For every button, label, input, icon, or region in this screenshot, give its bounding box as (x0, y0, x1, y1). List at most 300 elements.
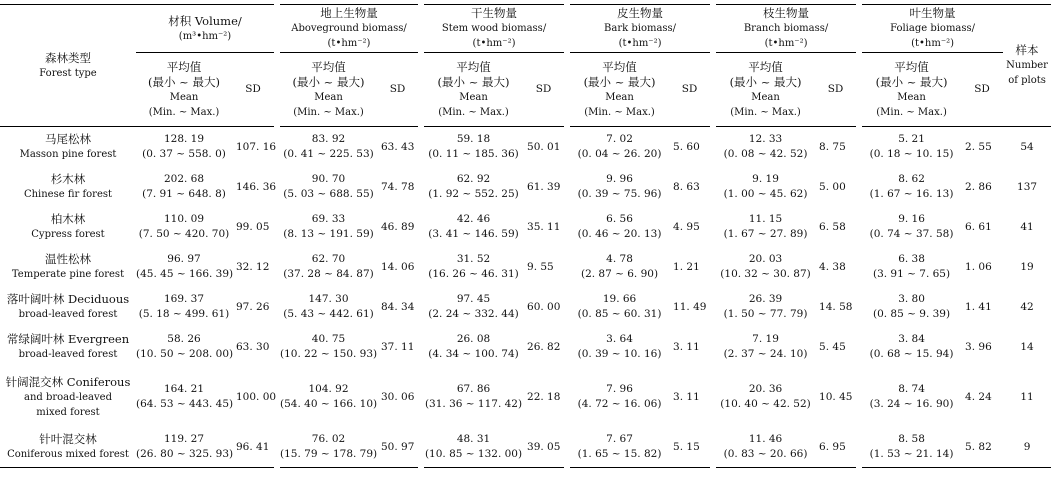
mean-range-cell (136, 327, 232, 367)
range-value: (1. 67 ~ 27. 89) (723, 228, 808, 240)
mean-value: 69. 33 (311, 213, 346, 225)
mean-range-cell (277, 367, 377, 427)
biomass-table (0, 4, 1051, 468)
mean-range-cell (421, 287, 523, 327)
mean-header-cn2: (最小 ~ 最大) (148, 74, 220, 89)
sd-value: 63. 30 (236, 340, 270, 353)
mean-range-header (136, 53, 232, 127)
range-value: (54. 40 ~ 166. 10) (280, 398, 378, 410)
sd-header: SD (377, 53, 421, 127)
forest-type-en: Cypress forest (31, 229, 105, 240)
range-value: (0. 85 ~ 9. 39) (872, 308, 951, 320)
plots-header-en1: Number (1006, 60, 1048, 71)
forest-type-cn: 柏木林 (50, 212, 86, 226)
mean-value: 62. 92 (456, 173, 491, 185)
plots-value: 42 (1020, 300, 1034, 313)
mean-range-cell (421, 167, 523, 207)
sd-value: 61. 39 (527, 180, 561, 193)
mean-header-cn2: (最小 ~ 最大) (437, 74, 510, 89)
header-sub-row (0, 53, 1051, 127)
mean-value: 90. 70 (311, 173, 346, 185)
plots-value: 19 (1020, 260, 1034, 273)
range-value: (8. 13 ~ 191. 59) (283, 228, 374, 240)
mean-header-cn1: 平均值 (311, 59, 346, 74)
mean-header-cn2: (最小 ~ 最大) (875, 74, 948, 89)
range-value: (10. 22 ~ 150. 93) (280, 348, 378, 360)
range-value: (37. 28 ~ 84. 87) (283, 268, 374, 280)
sd-value: 3. 11 (673, 340, 700, 353)
sd-value: 32. 12 (236, 260, 270, 273)
mean-value: 7. 96 (606, 383, 633, 395)
range-value: (5. 43 ~ 442. 61) (283, 308, 374, 320)
mean-range-cell (136, 127, 232, 168)
foliage-header-en: Foliage biomass/ (890, 23, 976, 34)
mean-range-header (421, 53, 523, 127)
mean-value: 59. 18 (456, 133, 491, 145)
mean-value: 7. 02 (606, 133, 633, 145)
mean-header-en2: (Min. ~ Max.) (584, 106, 655, 118)
table-row (0, 327, 1051, 367)
sd-value: 5. 45 (819, 340, 846, 353)
stem-header-cn: 干生物量 (471, 6, 518, 20)
mean-header-en1: Mean (751, 91, 780, 103)
sd-value: 50. 97 (381, 440, 415, 453)
sd-value: 22. 18 (527, 390, 561, 403)
forest-type-header (0, 5, 136, 127)
sd-value: 30. 06 (381, 390, 415, 403)
sd-value: 6. 95 (819, 440, 846, 453)
mean-value: 12. 33 (748, 133, 783, 145)
forest-type-header-cn: 森林类型 (45, 50, 91, 65)
forest-type-header-en: Forest type (39, 67, 97, 79)
plots-value: 11 (1020, 390, 1034, 403)
sd-value: 35. 11 (527, 220, 561, 233)
mean-range-cell (859, 207, 961, 247)
range-value: (4. 72 ~ 16. 06) (577, 398, 662, 410)
sd-value: 99. 05 (236, 220, 270, 233)
foliage-header-cn: 叶生物量 (909, 6, 956, 20)
mean-range-cell (859, 247, 961, 287)
mean-range-cell (136, 207, 232, 247)
sd-value: 100. 00 (236, 390, 277, 403)
forest-type-en: broad-leaved forest (18, 349, 118, 360)
range-value: (7. 50 ~ 420. 70) (138, 228, 230, 240)
bark-header-en: Bark biomass/ (604, 23, 677, 34)
table-row (0, 367, 1051, 427)
range-value: (5. 18 ~ 499. 61) (138, 308, 230, 320)
range-value: (3. 24 ~ 16. 90) (869, 398, 954, 410)
mean-header-en1: Mean (897, 91, 926, 103)
mean-range-cell (136, 367, 232, 427)
table-row (0, 247, 1051, 287)
sd-value: 50. 01 (527, 140, 561, 153)
mean-value: 169. 37 (163, 293, 205, 305)
mean-value: 83. 92 (311, 133, 346, 145)
forest-type-cn: 常绿阔叶林 Evergreen (6, 332, 130, 346)
mean-value: 26. 39 (748, 293, 783, 305)
mean-value: 6. 38 (898, 253, 925, 265)
mean-value: 48. 31 (456, 433, 491, 445)
mean-header-cn1: 平均值 (894, 59, 929, 74)
mean-header-cn1: 平均值 (748, 59, 783, 74)
foliage-header-unit: (t•hm⁻²) (911, 38, 955, 49)
range-value: (1. 67 ~ 16. 13) (869, 188, 954, 200)
sd-value: 10. 45 (819, 390, 853, 403)
mean-range-cell (859, 427, 961, 468)
sd-value: 2. 55 (965, 140, 992, 153)
sd-value: 1. 06 (965, 260, 992, 273)
mean-range-cell (713, 367, 815, 427)
mean-range-cell (859, 287, 961, 327)
mean-range-cell (277, 287, 377, 327)
range-value: (1. 00 ~ 45. 62) (723, 188, 808, 200)
plots-value: 137 (1017, 180, 1038, 193)
range-value: (0. 39 ~ 10. 16) (577, 348, 662, 360)
sd-value: 26. 82 (527, 340, 561, 353)
sd-value: 4. 38 (819, 260, 846, 273)
mean-header-cn1: 平均值 (602, 59, 637, 74)
aboveground-header (277, 5, 421, 53)
branch-header (713, 5, 859, 53)
mean-value: 20. 36 (748, 383, 783, 395)
range-value: (10. 32 ~ 30. 87) (720, 268, 811, 280)
range-value: (1. 92 ~ 552. 25) (428, 188, 519, 200)
sd-value: 63. 43 (381, 140, 415, 153)
mean-header-cn2: (最小 ~ 最大) (583, 74, 656, 89)
mean-range-cell (713, 127, 815, 168)
mean-range-cell (567, 427, 669, 468)
mean-range-cell (713, 327, 815, 367)
aboveground-header-cn: 地上生物量 (320, 6, 378, 20)
forest-type-en: Coniferous mixed forest (7, 449, 129, 460)
sd-value: 8. 63 (673, 180, 700, 193)
range-value: (0. 37 ~ 558. 0) (142, 148, 226, 160)
sd-value: 5. 60 (673, 140, 700, 153)
sd-value: 8. 75 (819, 140, 846, 153)
branch-header-cn: 枝生物量 (763, 6, 810, 20)
mean-value: 31. 52 (456, 253, 491, 265)
mean-value: 76. 02 (311, 433, 346, 445)
sd-value: 5. 00 (819, 180, 846, 193)
mean-value: 9. 19 (752, 173, 779, 185)
forest-type-en: Masson pine forest (19, 149, 117, 160)
plots-value: 54 (1020, 140, 1034, 153)
mean-value: 7. 19 (752, 333, 779, 345)
mean-range-cell (567, 167, 669, 207)
sd-value: 4. 95 (673, 220, 700, 233)
sd-value: 5. 15 (673, 440, 700, 453)
range-value: (2. 37 ~ 24. 10) (723, 348, 808, 360)
mean-header-cn1: 平均值 (456, 59, 491, 74)
mean-range-cell (277, 167, 377, 207)
mean-range-cell (277, 247, 377, 287)
table-body (0, 127, 1051, 468)
range-value: (45. 45 ~ 166. 39) (136, 268, 234, 280)
mean-range-cell (421, 207, 523, 247)
mean-value: 147. 30 (308, 293, 349, 305)
sd-value: 9. 55 (527, 260, 554, 273)
range-value: (0. 68 ~ 15. 94) (869, 348, 954, 360)
sd-value: 11. 49 (673, 300, 707, 313)
mean-range-cell (713, 167, 815, 207)
mean-range-cell (859, 367, 961, 427)
sd-value: 6. 61 (965, 220, 992, 233)
mean-header-en1: Mean (314, 91, 343, 103)
plots-header (1003, 5, 1051, 127)
mean-value: 104. 92 (308, 383, 349, 395)
mean-range-cell (567, 207, 669, 247)
sd-value: 60. 00 (527, 300, 561, 313)
mean-header-en2: (Min. ~ Max.) (730, 106, 801, 118)
forest-type-cell (0, 427, 136, 468)
mean-value: 96. 97 (167, 253, 201, 265)
forest-type-en: Chinese fir forest (23, 189, 113, 200)
mean-value: 58. 26 (167, 333, 201, 345)
sd-header: SD (669, 53, 713, 127)
mean-value: 128. 19 (163, 133, 205, 145)
forest-type-cell (0, 287, 136, 327)
range-value: (31. 36 ~ 117. 42) (424, 398, 523, 410)
sd-value: 97. 26 (236, 300, 270, 313)
mean-value: 8. 58 (898, 433, 925, 445)
range-value: (5. 03 ~ 688. 55) (283, 188, 374, 200)
volume-header-label: 材积 Volume/ (168, 13, 242, 28)
mean-header-en1: Mean (605, 91, 634, 103)
mean-range-cell (277, 127, 377, 168)
forest-type-cn: 杉木林 (50, 172, 86, 186)
mean-range-cell (567, 367, 669, 427)
foliage-header (859, 5, 1003, 53)
bark-header (567, 5, 713, 53)
mean-value: 5. 21 (898, 133, 925, 145)
mean-range-cell (136, 247, 232, 287)
range-value: (3. 91 ~ 7. 65) (872, 268, 951, 280)
range-value: (4. 34 ~ 100. 74) (428, 348, 519, 360)
aboveground-header-en: Aboveground biomass/ (291, 23, 407, 34)
mean-value: 7. 67 (606, 433, 633, 445)
mean-value: 119. 27 (163, 433, 205, 445)
table-row (0, 207, 1051, 247)
volume-header (136, 5, 277, 53)
mean-value: 3. 84 (898, 333, 925, 345)
volume-header-unit: (m³•hm⁻²) (178, 30, 232, 42)
forest-type-cell (0, 327, 136, 367)
bark-header-cn: 皮生物量 (617, 6, 664, 20)
mean-value: 164. 21 (163, 383, 205, 395)
sd-value: 107. 16 (236, 140, 277, 153)
mean-header-en2: (Min. ~ Max.) (438, 106, 509, 118)
sd-value: 14. 06 (381, 260, 415, 273)
table-container (0, 4, 1051, 468)
range-value: (15. 79 ~ 178. 79) (280, 448, 378, 460)
range-value: (10. 50 ~ 208. 00) (136, 348, 234, 360)
range-value: (26. 80 ~ 325. 93) (136, 448, 234, 460)
mean-range-cell (421, 327, 523, 367)
range-value: (2. 24 ~ 332. 44) (428, 308, 519, 320)
mean-range-cell (277, 327, 377, 367)
mean-range-cell (136, 167, 232, 207)
mean-value: 62. 70 (311, 253, 346, 265)
mean-header-en2: (Min. ~ Max.) (293, 106, 364, 118)
mean-range-cell (713, 247, 815, 287)
forest-type-cell (0, 247, 136, 287)
forest-type-cell (0, 367, 136, 427)
mean-range-cell (713, 287, 815, 327)
mean-range-header (859, 53, 961, 127)
range-value: (0. 85 ~ 60. 31) (577, 308, 662, 320)
range-value: (0. 18 ~ 10. 15) (869, 148, 954, 160)
mean-value: 42. 46 (456, 213, 491, 225)
mean-value: 4. 78 (606, 253, 633, 265)
sd-value: 37. 11 (381, 340, 415, 353)
stem-header-unit: (t•hm⁻²) (472, 38, 516, 49)
forest-type-cell (0, 127, 136, 168)
sd-value: 74. 78 (381, 180, 415, 193)
mean-range-cell (277, 207, 377, 247)
range-value: (0. 46 ~ 20. 13) (577, 228, 662, 240)
table-row (0, 127, 1051, 168)
sd-value: 3. 96 (965, 340, 992, 353)
mean-value: 8. 74 (898, 383, 925, 395)
mean-value: 110. 09 (163, 213, 205, 225)
sd-value: 84. 34 (381, 300, 415, 313)
stem-header-en: Stem wood biomass/ (441, 23, 547, 34)
range-value: (10. 40 ~ 42. 52) (720, 398, 811, 410)
mean-header-en1: Mean (169, 91, 199, 103)
mean-range-cell (567, 287, 669, 327)
mean-header-cn1: 平均值 (166, 59, 202, 74)
range-value: (0. 04 ~ 26. 20) (577, 148, 662, 160)
forest-type-cn: 针叶混交林 (39, 432, 97, 446)
mean-value: 6. 56 (606, 213, 633, 225)
plots-value: 41 (1020, 220, 1034, 233)
sd-value: 96. 41 (236, 440, 270, 453)
mean-header-en2: (Min. ~ Max.) (148, 106, 220, 118)
range-value: (1. 50 ~ 77. 79) (723, 308, 808, 320)
forest-type-cn: 针阔混交林 Coniferous (5, 374, 131, 389)
mean-value: 3. 80 (898, 293, 925, 305)
range-value: (2. 87 ~ 6. 90) (580, 268, 659, 280)
mean-range-cell (859, 327, 961, 367)
sd-value: 4. 24 (965, 390, 992, 403)
header-group-row (0, 5, 1051, 53)
plots-header-en2: of plots (1008, 75, 1046, 86)
mean-range-header (567, 53, 669, 127)
table-row (0, 427, 1051, 468)
mean-range-cell (421, 127, 523, 168)
sd-header: SD (523, 53, 567, 127)
sd-value: 6. 58 (819, 220, 846, 233)
mean-value: 26. 08 (456, 333, 491, 345)
sd-value: 146. 36 (236, 180, 277, 193)
mean-range-cell (567, 247, 669, 287)
sd-value: 39. 05 (527, 440, 561, 453)
forest-type-en: and broad-leaved (24, 391, 112, 403)
mean-value: 11. 15 (748, 213, 783, 225)
table-row (0, 287, 1051, 327)
range-value: (0. 39 ~ 75. 96) (577, 188, 662, 200)
range-value: (10. 85 ~ 132. 00) (424, 448, 523, 460)
mean-range-header (277, 53, 377, 127)
stem-header (421, 5, 567, 53)
mean-value: 19. 66 (602, 293, 637, 305)
range-value: (64. 53 ~ 443. 45) (136, 398, 234, 410)
mean-range-header (713, 53, 815, 127)
mean-value: 40. 75 (311, 333, 346, 345)
sd-value: 2. 86 (965, 180, 992, 193)
mean-range-cell (421, 427, 523, 468)
sd-value: 14. 58 (819, 300, 853, 313)
bark-header-unit: (t•hm⁻²) (618, 38, 662, 49)
range-value: (1. 53 ~ 21. 14) (869, 448, 954, 460)
mean-range-cell (421, 367, 523, 427)
forest-type-en2: mixed forest (36, 406, 100, 418)
mean-header-cn2: (最小 ~ 最大) (729, 74, 802, 89)
mean-range-cell (136, 287, 232, 327)
mean-value: 67. 86 (456, 383, 491, 395)
mean-header-cn2: (最小 ~ 最大) (292, 74, 365, 89)
mean-range-cell (567, 127, 669, 168)
range-value: (0. 83 ~ 20. 66) (723, 448, 808, 460)
plots-value: 14 (1020, 340, 1034, 353)
mean-range-cell (713, 207, 815, 247)
mean-value: 8. 62 (898, 173, 925, 185)
mean-range-cell (567, 327, 669, 367)
forest-type-en: Temperate pine forest (11, 269, 125, 280)
range-value: (16. 26 ~ 46. 31) (428, 268, 519, 280)
sd-value: 5. 82 (965, 440, 992, 453)
mean-range-cell (421, 247, 523, 287)
mean-range-cell (136, 427, 232, 468)
sd-value: 1. 41 (965, 300, 992, 313)
mean-range-cell (713, 427, 815, 468)
mean-value: 11. 46 (748, 433, 783, 445)
mean-value: 20. 03 (748, 253, 783, 265)
sd-header: SD (232, 53, 277, 127)
mean-range-cell (859, 167, 961, 207)
branch-header-en: Branch biomass/ (743, 23, 829, 34)
range-value: (0. 74 ~ 37. 58) (869, 228, 954, 240)
forest-type-cn: 温性松林 (45, 252, 91, 266)
sd-value: 3. 11 (673, 390, 700, 403)
plots-header-cn: 样本 (1015, 43, 1039, 57)
range-value: (7. 91 ~ 648. 8) (142, 188, 226, 200)
forest-type-en: broad-leaved forest (18, 309, 118, 320)
mean-range-cell (859, 127, 961, 168)
sd-value: 1. 21 (673, 260, 700, 273)
sd-header: SD (815, 53, 859, 127)
forest-type-cell (0, 207, 136, 247)
forest-type-cn: 马尾松林 (45, 132, 91, 146)
range-value: (1. 65 ~ 15. 82) (577, 448, 662, 460)
mean-value: 3. 64 (606, 333, 633, 345)
mean-value: 9. 96 (606, 173, 633, 185)
table-row (0, 167, 1051, 207)
plots-value: 9 (1023, 440, 1031, 453)
mean-value: 9. 16 (898, 213, 925, 225)
mean-value: 202. 68 (163, 173, 205, 185)
mean-range-cell (277, 427, 377, 468)
range-value: (0. 08 ~ 42. 52) (723, 148, 808, 160)
forest-type-cn: 落叶阔叶林 Deciduous (6, 292, 130, 306)
range-value: (0. 11 ~ 185. 36) (428, 148, 519, 160)
mean-header-en1: Mean (459, 91, 488, 103)
sd-header: SD (961, 53, 1003, 127)
aboveground-header-unit: (t•hm⁻²) (327, 38, 371, 49)
branch-header-unit: (t•hm⁻²) (764, 38, 808, 49)
sd-value: 46. 89 (381, 220, 415, 233)
range-value: (0. 41 ~ 225. 53) (283, 148, 374, 160)
